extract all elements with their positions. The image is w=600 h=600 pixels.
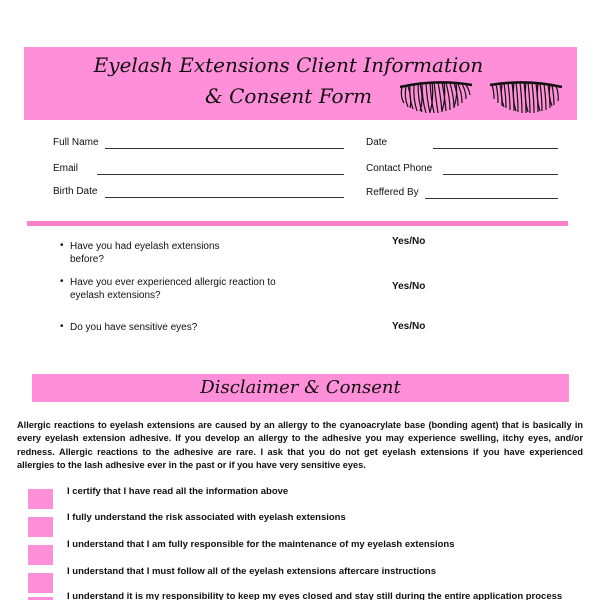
question-1-answer[interactable]: Yes/No [392, 236, 426, 247]
question-1-line-1: Have you had eyelash extensions [70, 241, 220, 252]
contact-phone-label: Contact Phone [366, 163, 433, 174]
referred-by-field[interactable] [425, 198, 558, 199]
question-1-line-2: before? [70, 254, 104, 265]
consent-text-2: I fully understand the risk associated with eyelash extensions [67, 512, 346, 523]
question-3 [70, 321, 197, 334]
form-title-line-1: Eyelash Extensions Client Information [93, 53, 484, 77]
date-label: Date [366, 137, 388, 148]
question-2-answer[interactable]: Yes/No [392, 281, 426, 292]
question-3-answer[interactable]: Yes/No [392, 321, 426, 332]
question-2-line-2: eyelash extensions? [70, 290, 161, 301]
contact-phone-field[interactable] [443, 174, 558, 175]
disclaimer-banner [32, 374, 569, 402]
bullet-icon: • [60, 276, 64, 287]
birth-date-field[interactable] [105, 197, 344, 198]
consent-checkbox-3[interactable] [28, 545, 53, 565]
referred-by-label: Reffered By [366, 187, 419, 198]
email-label: Email [53, 163, 79, 174]
consent-text-4: I understand that I must follow all of the eyelash extensions aftercare instructions [67, 566, 436, 577]
email-field[interactable] [97, 174, 344, 175]
question-2 [70, 276, 276, 302]
full-name-field[interactable] [105, 148, 344, 149]
consent-text-1: I certify that I have read all the information above [67, 486, 289, 497]
consent-checkbox-4[interactable] [28, 573, 53, 593]
form-title-line-2: & Consent Form [204, 84, 373, 108]
birth-date-label: Birth Date [53, 186, 98, 197]
question-1 [70, 240, 220, 266]
disclaimer-title: Disclaimer & Consent [200, 377, 401, 398]
bullet-icon: • [60, 240, 64, 251]
disclaimer-paragraph: Allergic reactions to eyelash extensions are caused by an allergy to the cyanoacrylate base (bonding agent) that is basically in every eyelash extension adhesive. If you develop an allergy to the adhesive you may experience swelling, itchy eyes, and/or redness. Allergic reactions to the adhesive are rare. I ask that you do not get eyelash extensions if you have experienced allergies to the lash adhesive ever in the past or if you have very sensitive eyes. [17, 420, 583, 470]
question-3-line-1: Do you have sensitive eyes? [70, 322, 198, 333]
eyelash-right-icon [486, 77, 566, 117]
date-field[interactable] [433, 148, 558, 149]
eyelash-left-icon [396, 77, 476, 117]
consent-checkbox-1[interactable] [28, 489, 53, 509]
consent-checkbox-2[interactable] [28, 517, 53, 537]
question-2-line-1: Have you ever experienced allergic reaction to [70, 277, 276, 288]
consent-text-5: I understand it is my responsibility to keep my eyes closed and stay still during the entire application process [67, 591, 563, 600]
bullet-icon: • [60, 321, 64, 332]
full-name-label: Full Name [53, 137, 99, 148]
header-banner [24, 47, 577, 120]
section-divider [27, 221, 568, 226]
consent-text-3: I understand that I am fully responsible for the maintenance of my eyelash extensions [67, 539, 455, 550]
